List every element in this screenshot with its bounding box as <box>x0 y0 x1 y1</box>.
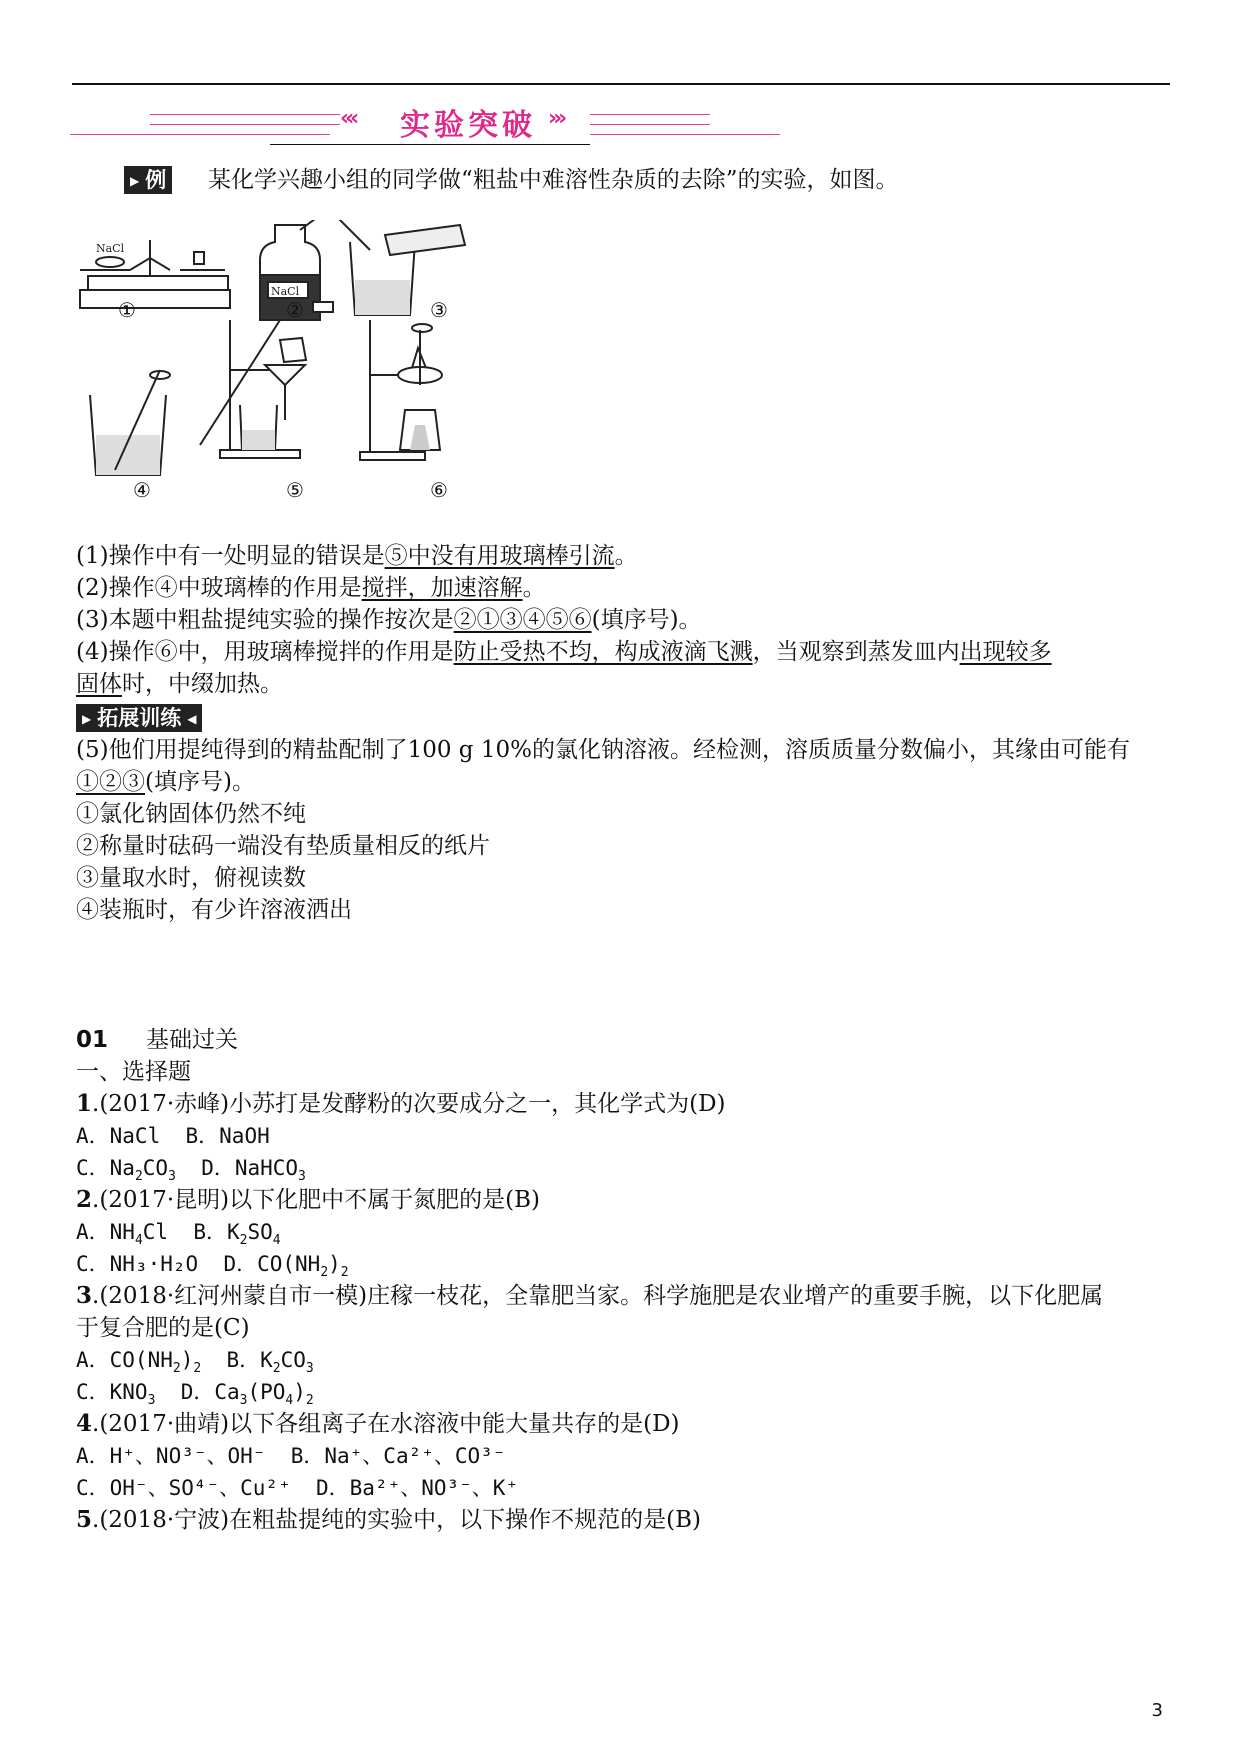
subsection-title: 一、选择题 <box>76 1059 191 1085</box>
section-banner <box>70 100 720 148</box>
question-5: (5)他们用提纯得到的精盐配制了100 g 10%的氯化钠溶液。经检测，溶质质量分数偏小，其缘由可能有 <box>76 737 1130 763</box>
mc-question-2: 2.(2017·昆明)以下化肥中不属于氮肥的是(B) <box>76 1186 540 1213</box>
balance-drawing <box>80 240 230 308</box>
mc-3-options-ab: A．$CO(NH_2)_2$ B．$K_2CO_3$ <box>76 1348 314 1377</box>
section-title: 实验突破 <box>400 108 536 143</box>
question-2: (2)操作④中玻璃棒的作用是搅拌，加速溶解。 <box>76 575 546 601</box>
mc-answer-1: D <box>698 1091 717 1117</box>
answer-3: ②①③④⑤⑥ <box>453 607 592 633</box>
stirring-drawing <box>90 370 170 475</box>
question-5-cont: ①②③(填序号)。 <box>76 769 255 795</box>
mc-question-1: 1.(2017·赤峰)小苏打是发酵粉的次要成分之一，其化学式为(D) <box>76 1090 726 1117</box>
triangle-left-icon: ◀ <box>187 712 197 726</box>
mc-1-options-ab: A．NaCl B．NaOH <box>76 1124 270 1148</box>
page-number: 3 <box>1151 1700 1163 1721</box>
basic-title: 基础过关 <box>146 1027 238 1053</box>
option-1: ①氯化钠固体仍然不纯 <box>76 801 306 827</box>
mc-4-options-cd: C．OH⁻、SO⁴⁻、Cu²⁺ D．Ba²⁺、NO³⁻、K⁺ <box>76 1476 519 1500</box>
evaporation-drawing <box>360 320 442 460</box>
caption-3: ③ <box>430 298 448 322</box>
question-1: (1)操作中有一处明显的错误是⑤中没有用玻璃棒引流。 <box>76 543 638 569</box>
answer-4b: 出现较多 <box>959 639 1052 665</box>
example-intro: 某化学兴趣小组的同学做“粗盐中难溶性杂质的去除”的实验，如图。 <box>208 167 899 193</box>
basic-number: 01 <box>76 1027 109 1053</box>
option-2: ②称量时砝码一端没有垫质量相反的纸片 <box>76 833 490 859</box>
option-3: ③量取水时，俯视读数 <box>76 865 306 891</box>
extension-tag: ▶ 拓展训练 ◀ <box>76 704 202 732</box>
mc-3-options-cd: C．$KNO_3$ D．$Ca_3(PO_4)_2$ <box>76 1380 314 1409</box>
answer-1: ⑤中没有用玻璃棒引流 <box>384 543 615 569</box>
mc-answer-3: C <box>222 1315 241 1341</box>
question-3: (3)本题中粗盐提纯实验的操作按次是②①③④⑤⑥(填序号)。 <box>76 607 702 633</box>
mc-2-options-ab: A．$NH_4Cl$ B．$K_2SO_4$ <box>76 1220 281 1249</box>
mc-question-5: 5.(2018·宁波)在粗盐提纯的实验中，以下操作不规范的是(B) <box>76 1506 701 1533</box>
answer-2: 搅拌，加速溶解 <box>361 575 523 601</box>
caption-1: ① <box>118 298 136 322</box>
top-rule <box>72 83 1170 85</box>
mc-2-options-cd: C．NH₃·H₂O D．$CO(NH_2)_2$ <box>76 1252 349 1281</box>
bottle-drawing <box>200 220 333 445</box>
question-4: (4)操作⑥中，用玻璃棒搅拌的作用是防止受热不均，构成液滴飞溅，当观察到蒸发皿内出现较多 <box>76 639 1052 665</box>
nacl-label-bottle: NaCl <box>271 285 300 298</box>
option-4: ④装瓶时，有少许溶液洒出 <box>76 897 352 923</box>
mc-question-3-cont: 于复合肥的是(C) <box>76 1315 250 1341</box>
example-tag: ▶ 例 <box>124 166 172 194</box>
nacl-label-small: NaCl <box>96 242 125 255</box>
chevron-right-icon: ››› <box>548 106 564 131</box>
caption-6: ⑥ <box>430 478 448 502</box>
chevron-left-icon: ‹‹‹ <box>340 106 356 131</box>
mc-answer-5: B <box>675 1507 692 1533</box>
triangle-icon: ▶ <box>82 712 92 726</box>
answer-5: ①②③ <box>76 769 145 795</box>
triangle-icon: ▶ <box>130 174 140 188</box>
question-4-cont: 固体时，中缀加热。 <box>76 671 283 697</box>
mc-1-options-cd: C．$Na_2CO_3$ D．NaHCO$_3$ <box>76 1156 306 1185</box>
mc-answer-2: B <box>514 1187 531 1213</box>
mc-question-4: 4.(2017·曲靖)以下各组离子在水溶液中能大量共存的是(D) <box>76 1410 680 1437</box>
answer-4: 防止受热不均，构成液滴飞溅 <box>453 639 753 665</box>
caption-2: ② <box>286 298 304 322</box>
mc-answer-4: D <box>652 1411 671 1437</box>
caption-4: ④ <box>133 478 151 502</box>
filtration-drawing <box>220 320 306 458</box>
mc-4-options-ab: A．H⁺、NO³⁻、OH⁻ B．Na⁺、Ca²⁺、CO³⁻ <box>76 1444 506 1468</box>
caption-5: ⑤ <box>286 478 304 502</box>
mc-question-3: 3.(2018·红河州蒙自市一模)庄稼一枝花，全靠肥当家。科学施肥是农业增产的重要手腕，以下化肥属 <box>76 1282 1104 1309</box>
